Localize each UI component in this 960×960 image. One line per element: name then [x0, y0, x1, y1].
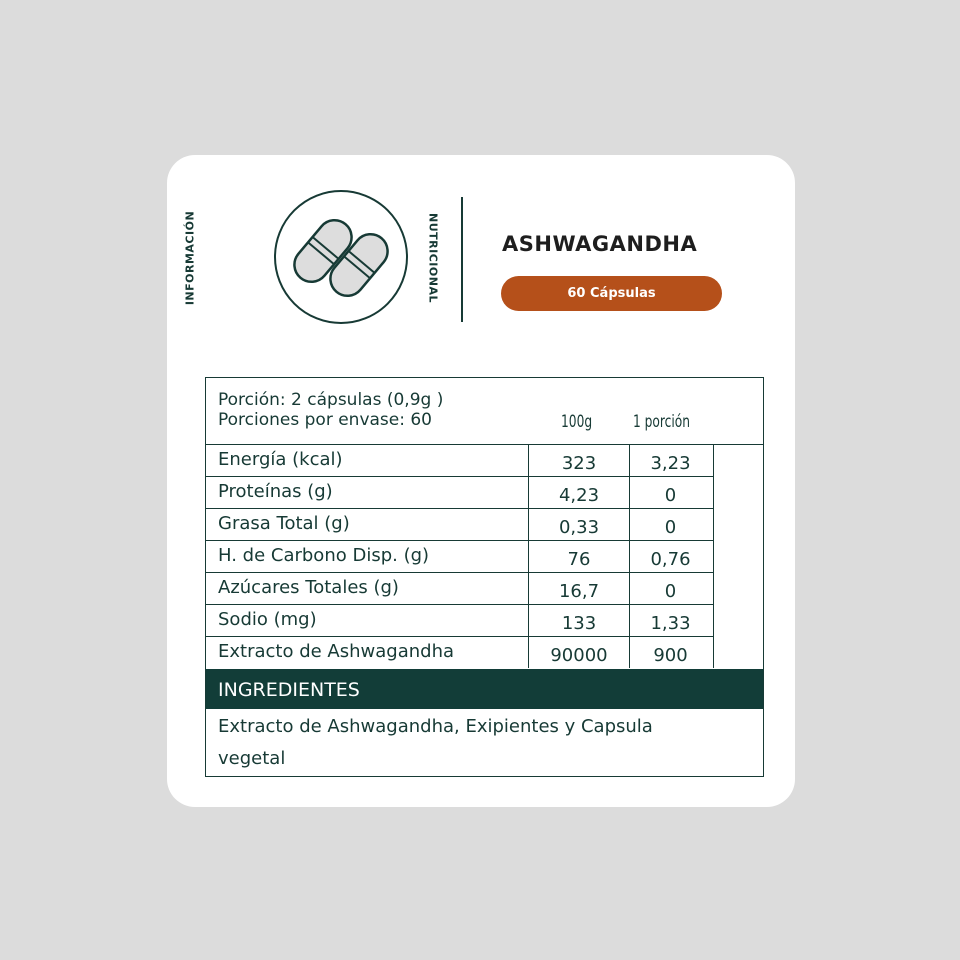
capsule-count-badge: 60 Cápsulas: [501, 276, 722, 311]
nutrient-name: Energía (kcal): [218, 449, 343, 470]
nutrient-name: Sodio (mg): [218, 609, 317, 630]
serving-info: [218, 390, 443, 430]
table-row: [206, 444, 713, 477]
nutrient-name: Proteínas (g): [218, 481, 333, 502]
table-row: [206, 636, 713, 668]
column-header-100g: 100g: [561, 412, 593, 432]
table-row: [206, 508, 713, 541]
informacion-vertical-label: INFORMACIÓN: [183, 210, 197, 306]
serving-size: Porción: 2 cápsulas (0,9g ): [218, 390, 444, 410]
value-per-100g: 323: [528, 444, 630, 476]
table-row: [206, 476, 713, 509]
value-per-100g: 16,7: [528, 572, 630, 604]
table-row: [206, 604, 713, 637]
value-per-portion: 0: [628, 572, 714, 604]
value-per-portion: 900: [628, 636, 714, 668]
divider: [461, 197, 463, 322]
value-per-100g: 76: [528, 540, 630, 572]
table-header: [206, 378, 763, 445]
value-per-portion: 1,33: [628, 604, 714, 636]
nutrient-name: Extracto de Ashwagandha: [218, 641, 455, 662]
value-per-portion: 0: [628, 508, 714, 540]
value-per-portion: 3,23: [628, 444, 714, 476]
product-title: ASHWAGANDHA: [502, 232, 698, 256]
value-per-portion: 0,76: [628, 540, 714, 572]
value-per-100g: 0,33: [528, 508, 630, 540]
nutrition-table: [205, 377, 764, 777]
value-per-100g: 4,23: [528, 476, 630, 508]
nutrient-name: H. de Carbono Disp. (g): [218, 545, 430, 566]
ingredients-text: Extracto de Ashwagandha, Exipientes y Capsula vegetal: [218, 716, 653, 769]
nutrient-name: Grasa Total (g): [218, 513, 350, 534]
servings-per-container: Porciones por envase: 60: [218, 410, 433, 430]
nutrient-name: Azúcares Totales (g): [218, 577, 399, 598]
capsules-icon: [273, 189, 409, 325]
nutricional-vertical-label: NUTRICIONAL: [426, 213, 440, 303]
ingredients-heading: INGREDIENTES: [206, 669, 763, 709]
value-per-portion: 0: [628, 476, 714, 508]
table-row: [206, 572, 713, 605]
table-row: [206, 540, 713, 573]
column-header-portion: 1 porción: [633, 412, 691, 432]
value-per-100g: 133: [528, 604, 630, 636]
value-per-100g: 90000: [528, 636, 630, 668]
